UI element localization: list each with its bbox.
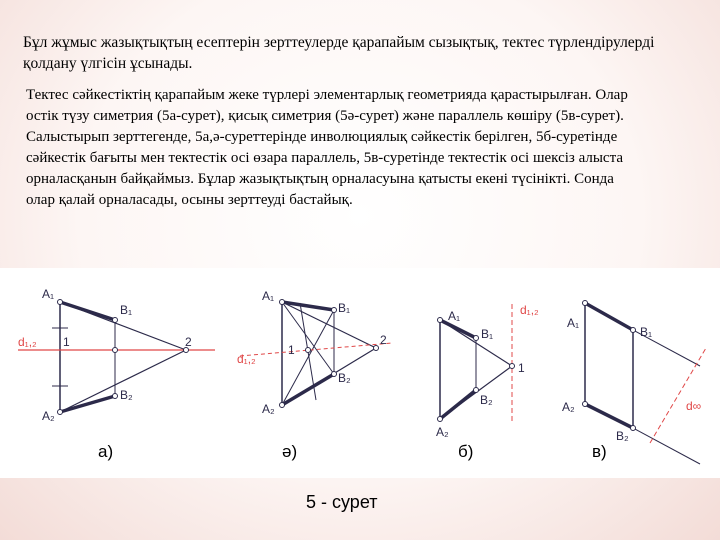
label-ae-axis: d₁,₂: [237, 352, 256, 366]
label-b-B2: B₂: [480, 393, 493, 407]
label-v-A1: A₁: [567, 316, 580, 330]
label-b-B1: B₁: [481, 327, 494, 341]
label-v-axis-inf: d∞: [686, 399, 702, 413]
subfigure-ae-drawing: [282, 302, 376, 405]
subfigure-label-ae: ә): [282, 442, 298, 461]
label-a-B1: B₁: [120, 303, 133, 317]
intro-paragraph: Бұл жұмыс жазықтықтың есептерін зерттеулерде қарапайым сызықтық, тектес түрлендірулерді қолдану үлгісін ұсынады.: [23, 34, 655, 72]
affinity-axis-infinite: [650, 348, 706, 443]
label-a-A1: A₁: [42, 287, 55, 301]
label-a-B2: B₂: [120, 388, 133, 402]
label-b-A1: A₁: [448, 309, 461, 323]
label-ae-two: 2: [380, 333, 387, 347]
subfigure-b-drawing: [440, 320, 512, 419]
label-v-B1: B₁: [640, 325, 653, 339]
body-paragraph: Тектес сәйкестіктің қарапайым жеке түрлері элементарлық геометрияда қарастырылған. Олар остік түзу симетрия (5а-сурет), қисық симетрия (5ә-сурет) және параллель көшіру (5в-сурет). Салыстырып зерттегенде, 5а,ә-суреттерінде инволюциялық сәйкестік берілген, 5б-суретінде сәйкестік бағыты мен тектестік осі өзара параллель, 5в-суретінде тектестік осі шексіз алыста орналасқанын байқаймыз. Бұлар жазықтықтың орналасуына қатысты екені түсінікті. Сонда олар қалай орналасады, осыны зерттеуді бастайық.: [26, 87, 628, 208]
label-a-A2: A₂: [42, 409, 55, 423]
label-ae-A2: A₂: [262, 402, 275, 416]
subfigure-label-v: в): [592, 442, 607, 461]
label-ae-B1: B₁: [338, 301, 351, 315]
label-v-A2: A₂: [562, 400, 575, 414]
label-a-axis: d₁,₂: [18, 335, 37, 349]
label-ae-B2: B₂: [338, 371, 351, 385]
label-b-axis: d₁,₂: [520, 303, 539, 317]
label-ae-A1: A₁: [262, 289, 275, 303]
label-ae-one: 1: [288, 343, 295, 357]
points-v: [583, 301, 636, 431]
label-a-one: 1: [63, 335, 70, 349]
subfigure-a-drawing: [52, 302, 186, 412]
subfigure-label-a: а): [98, 442, 114, 461]
figure-caption: 5 - сурет: [306, 492, 378, 512]
subfigure-label-b: б): [458, 442, 474, 461]
label-v-B2: B₂: [616, 429, 629, 443]
label-b-A2: A₂: [436, 425, 449, 439]
label-a-two: 2: [185, 335, 192, 349]
label-b-one: 1: [518, 361, 525, 375]
